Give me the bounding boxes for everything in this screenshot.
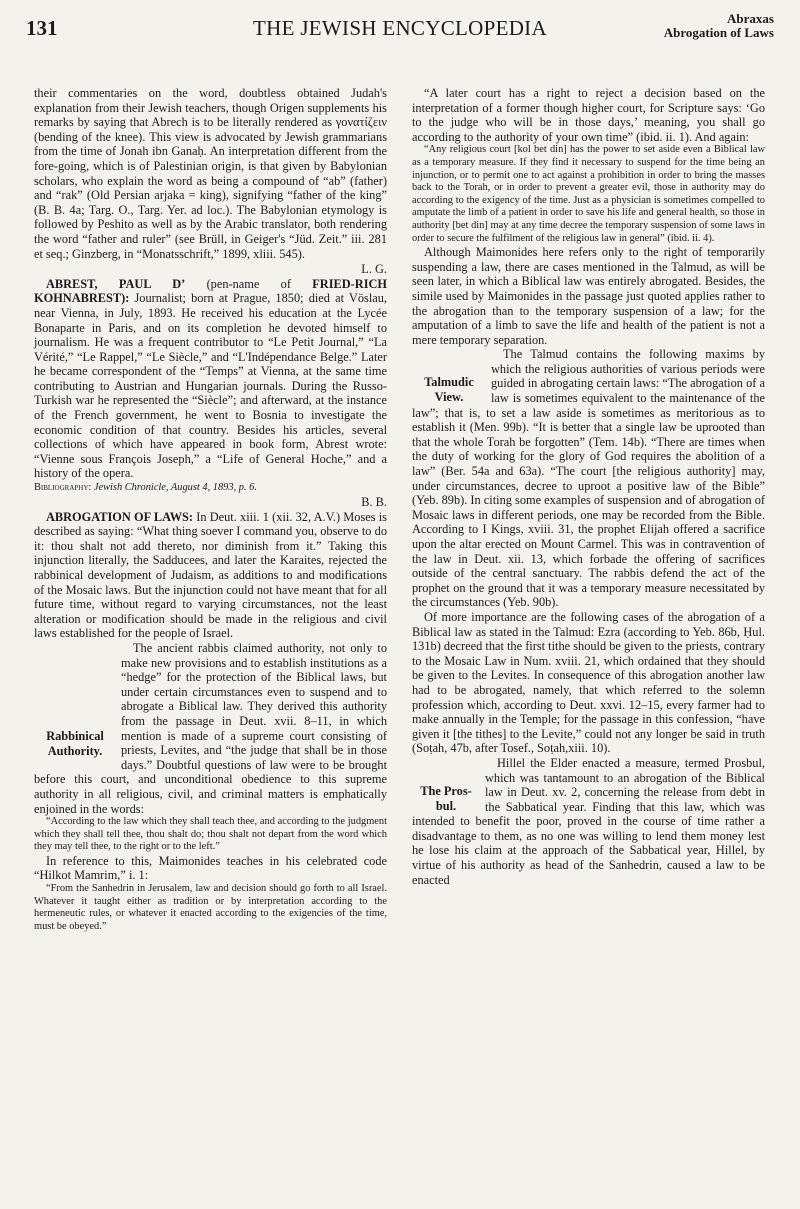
running-title: THE JEWISH ENCYCLOPEDIA (253, 16, 547, 40)
side-heading-prosbul: The Pros-bul. (420, 783, 472, 813)
deuteronomy-quote: “According to the law which they shall teach thee, and according to the judgment which they shall tell thee, thou shalt do; thou shalt not depart from the word which they may tell thee, to the right or to the left.” (34, 816, 387, 853)
abrech-continuation-paragraph: their commentaries on the word, doubtless obtained Judah's explanation from their Jewish teachers, though Origen supplements his remarks by saying that Abrech is to be literally rendered as γονατίζειν (bending of the knee). This view is advocated by Jewish grammarians from the time of Jonah ibn Ganaḥ. An interpretation different from the fore-going, which is of Palestinian origin, is that given by Babylonian scholars, who explain the word as being a compound of “ab” (father) and “rak” (Old Persian arjaka = king), signifying “father of the king” (B. B. 4a; Targ. O., Targ. Yer. ad loc.). The Babylonian etymology is followed by Peshito as well as by the Arabic translator, both rendering the word “father and ruler” (see Brüll, in Geiger's “Jüd. Zeit.” iii. 281 et seq.; Ginzberg, in “Monatsschrift,” 1899, xliii. 545). (34, 86, 387, 261)
side-heading-talmudic-view: Talmudic View. (424, 375, 474, 404)
temporary-suspension-paragraph: Although Maimonides here refers only to the right of temporarily suspending a law, there are cases mentioned in the Talmud, as will be seen later, in which a Biblical law was entirely abrogated. Besides, the simile used by Maimonides in the passage just quoted applies rather to the abrogation than to the temporary suspension of a law; for the amputation of a limb to save the life and health of the patient is not a mere temporary separation. (412, 245, 765, 347)
abrogation-entry (34, 510, 387, 641)
religious-court-quote: “Any religious court [kol bet din] has the power to set aside even a Biblical law as a temporary measure. If they find it necessary to suspend for the time being an injunction, or to permit one to act against a prohibition in order to bring the masses back to the Torah, or in order to prevent a greater evil, those in authority may do according to the exigency of the time. Just as a physician is sometimes compelled to amputate the limb of a patient in order to save his life and general health, so those in authority [bet din] may at any time decree the temporary suspension of some laws in order to secure the fulfilment of the religious law in general” (ibid. ii. 4). (412, 144, 765, 244)
bibliography-label: Bibliography: (34, 482, 92, 494)
entry-title-kohnabrest: FRIED-RICH KOHNABREST): (34, 276, 388, 306)
ancient-rabbis-paragraph: The ancient rabbis claimed authority, not only to make new provisions and to establish institutions as a “hedge” for the protection of the Biblical laws, but under certain circumstances even to suspend and to abrogate a Biblical law. They derived this authority from the passage in Deut. xvii. 8–11, in which mention is made of a supreme court consisting of priests, Levites, and “the judge that shall be in those days.” Doubtful questions of law were to be brought before this court, and unconditional obedience to this supreme authority in all religious, civil, and criminal matters is emphatically enjoined in the words: (34, 640, 387, 816)
abrogation-cases-paragraph: Of more importance are the following cases of the abrogation of a Biblical law as stated in the Talmud: Ezra (according to Yeb. 86b, Ḥul. 131b) decreed that the first tithe should be given to the priests, contrary to the Mosaic Law in Num. xviii. 21, which ordained that they should be given to the Levites. In consequence of this abrogation another law had to be abrogated, namely, that which referred to the solemn profession which, according to Deut. xxvi. 12–15, every farmer had to make annually in the Temple; for the passage in this confession, “have given it [the tithes] to the Levite,” could not any longer be said in truth (Soṭah, 47b, after Tosef., Soṭah,xiii. 10). (412, 609, 765, 756)
page-number: 131 (26, 16, 58, 40)
header-last-entry: Abrogation of Laws (663, 25, 774, 40)
page-header (26, 12, 774, 52)
author-signature: L. G. (361, 262, 387, 277)
later-court-paragraph: “A later court has a right to reject a decision based on the interpretation of a former though higher court, for Scripture says: ‘Go to the judge who will be in those days,’ meaning, you shall go according to the authority of your own time” (ibid. ii. 1). And again: (412, 86, 765, 144)
maimonides-paragraph: In reference to this, Maimonides teaches in his celebrated code “Hilkot Mamrim,” i. 1: (34, 853, 387, 883)
hillel-prosbul-paragraph: Hillel the Elder enacted a measure, termed Prosbul, which was tantamount to an abrogation of the Biblical law in Deut. xv. 2, concerning the release from debt in the Sabbatical year. Finding that this law, which was intended to benefit the poor, proved in the course of time rather a disadvantage to them, as no one was willing to lend them money lest he lose his claim at the approach of the Sabbatical year, Hillel, by virtue of his authority as head of the Sanhedrin, caused a law to be enacted (412, 755, 765, 887)
abrest-entry (34, 277, 387, 481)
bibliography-text: Jewish Chronicle, August 4, 1893, p. 6. (93, 482, 257, 494)
author-signature: B. B. (361, 495, 387, 510)
abrogation-intro-text: In Deut. xiii. 1 (xii. 32, A.V.) Moses is described as saying: “What thing soever I command you, observe to do it: thou shalt not add thereto, nor diminish from it.” Taking this injunction literally, the Sadducees, and later the Karaites, rejected the rabbinical development of Judaism, as additions to and modifications of the Mosaic laws. But the injunction could not have meant that for all future time, without regard to varying circumstances, not the least alteration or modification should be made in the religious and civil laws established for the people of Israel. (34, 509, 387, 641)
sanhedrin-quote: “From the Sanhedrin in Jerusalem, law and decision should go forth to all Israel. Whatever it taught either as tradition or by interpretation according to the hermeneutic rules, or whatever it enacted according to the exigencies of the time, must be obeyed.” (34, 883, 387, 932)
side-heading-rabbinical-authority: Rabbinical Authority. (46, 728, 104, 758)
header-first-entry: Abraxas (727, 11, 774, 26)
abrest-pen-name-note: (pen-name of (206, 276, 291, 291)
bibliography (34, 481, 387, 494)
header-entry-range (664, 12, 774, 40)
abrest-entry-text: Journalist; born at Prague, 1850; died at Vöslau, near Vienna, in July, 1893. He received his education at the Lycée Bonaparte in Paris, and on its completion he devoted himself to journalism. He was a frequent contributor to “Le Petit Journal,” “La Vérité,” “Le Rappel,” “Le Siècle,” and “L'Indépendance Belge.” Later he became correspondent of the “Temps” at Vienna, at the same time contributing to Austrian and Hungarian journals. During the Russo-Turkish war he represented the “Siècle”; and afterward, at the instance of the French government, he went to Bosnia to investigate the economic condition of that country. Besides his articles, several collections of which have appeared in book form, Abrest wrote: “Vienne sous François Joseph,” a “Life of General Hoche,” and a history of the opera. (34, 291, 387, 481)
entry-title-abrest: ABREST, PAUL D’ (46, 276, 186, 291)
talmud-maxims-paragraph: The Talmud contains the following maxims by which the religious authorities of various periods were guided in abrogating certain laws: “The abrogation of a law is sometimes equivalent to the maintenance of the law”; that is, to set a law aside is sometimes as meritorious as to establish it (Men. 99b). “It is better that a single law be uprooted than that the whole Torah be forgotten” (Tem. 14b). “There are times when the duty of working for the glory of God requires the abolition of a law” (Ber. 54a and 63a). “The court [the religious authority] may, under circumstances, decree to uproot a positive law of the Bible” (Yeb. 89b). In citing some examples of suspension and of abrogation of Mosaic laws in different periods, one may be recorded from the Bible. According to I Kings, xviii. 31, the prophet Elijah offered a sacrifice upon the altar erected on Mount Carmel. This was in contravention of the law in Deut. xii. 13, which forbade the offering of sacrifices outside of the central sanctuary. The rabbis defend the act of the prophet on the ground that it was a temporary measure necessitated by the circumstances (Yeb. 90b). (412, 347, 765, 610)
entry-title-abrogation: ABROGATION OF LAWS: (46, 509, 194, 524)
right-column (412, 86, 765, 887)
left-column (34, 86, 387, 933)
